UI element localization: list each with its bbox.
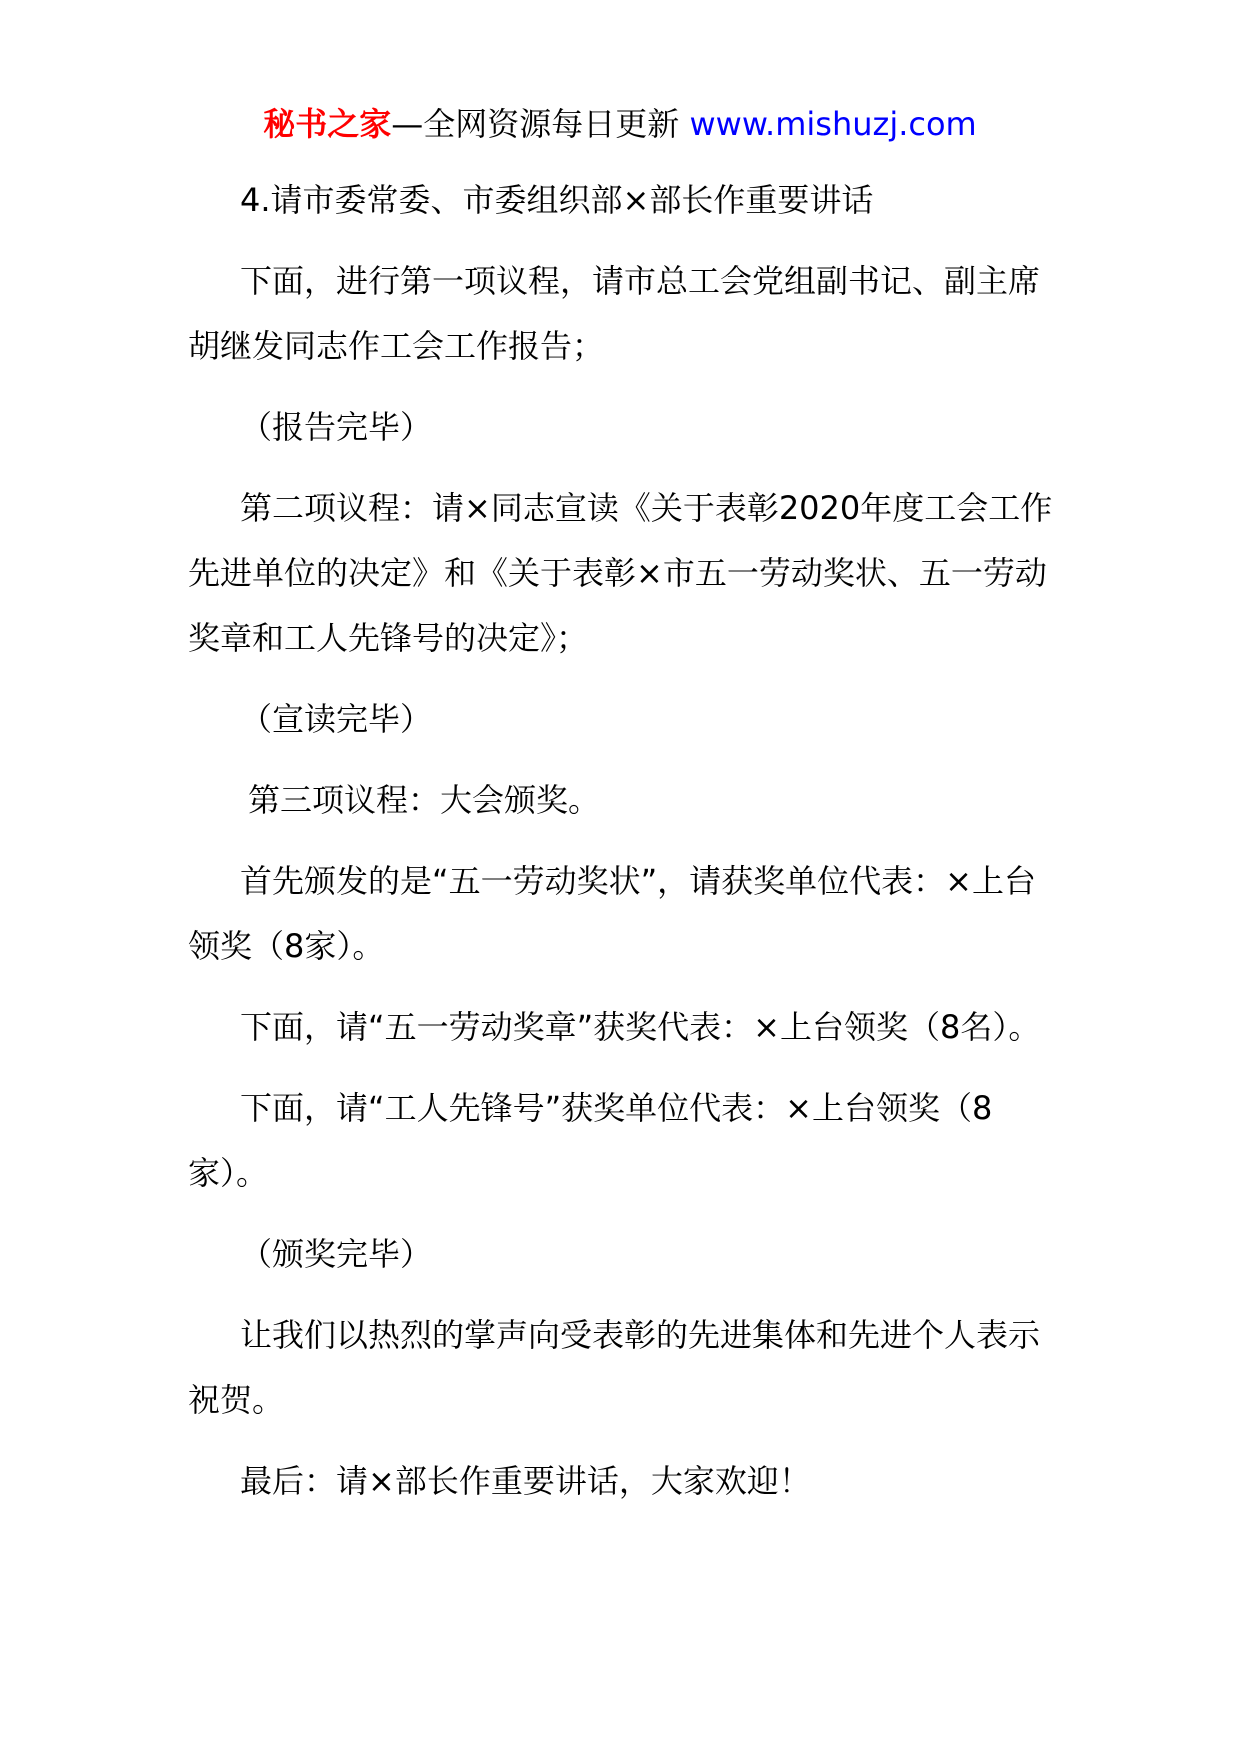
paragraph-second-agenda: 第二项议程：请×同志宣读《关于表彰2020年度工会工作先进单位的决定》和《关于表彰×市五一劳动奖状、五一劳动奖章和工人先锋号的决定》； [188,489,1053,657]
page-header [0,102,1240,146]
paragraph-award-medal: 下面，请“五一劳动奖章”获奖代表：×上台领奖（8名）。 [240,1008,1041,1046]
brand-name: 秘书之家 [263,105,392,143]
paragraph-closing: 最后：请×部长作重要讲话，大家欢迎！ [240,1462,811,1500]
paragraph-award-certificate: 首先颁发的是“五一劳动奖状”，请获奖单位代表：×上台领奖（8家）。 [188,862,1036,965]
paragraph-report-done: （报告完毕） [240,408,433,446]
paragraph-first-agenda: 下面，进行第一项议程，请市总工会党组副书记、副主席胡继发同志作工会工作报告； [188,262,1041,365]
site-url-link[interactable]: www.mishuzj.com [689,105,977,143]
document-body [188,168,1058,1530]
header-tagline: —全网资源每日更新 [391,105,690,143]
paragraph-award-pioneer: 下面，请“工人先锋号”获奖单位代表：×上台领奖（8家）。 [188,1089,993,1192]
paragraph-third-agenda: 第三项议程：大会颁奖。 [248,781,601,819]
paragraph-agenda-item-4: 4.请市委常委、市委组织部×部长作重要讲话 [240,181,874,219]
paragraph-reading-done: （宣读完毕） [240,700,433,738]
paragraph-applause: 让我们以热烈的掌声向受表彰的先进集体和先进个人表示祝贺。 [188,1316,1041,1419]
paragraph-award-done: （颁奖完毕） [240,1235,433,1273]
